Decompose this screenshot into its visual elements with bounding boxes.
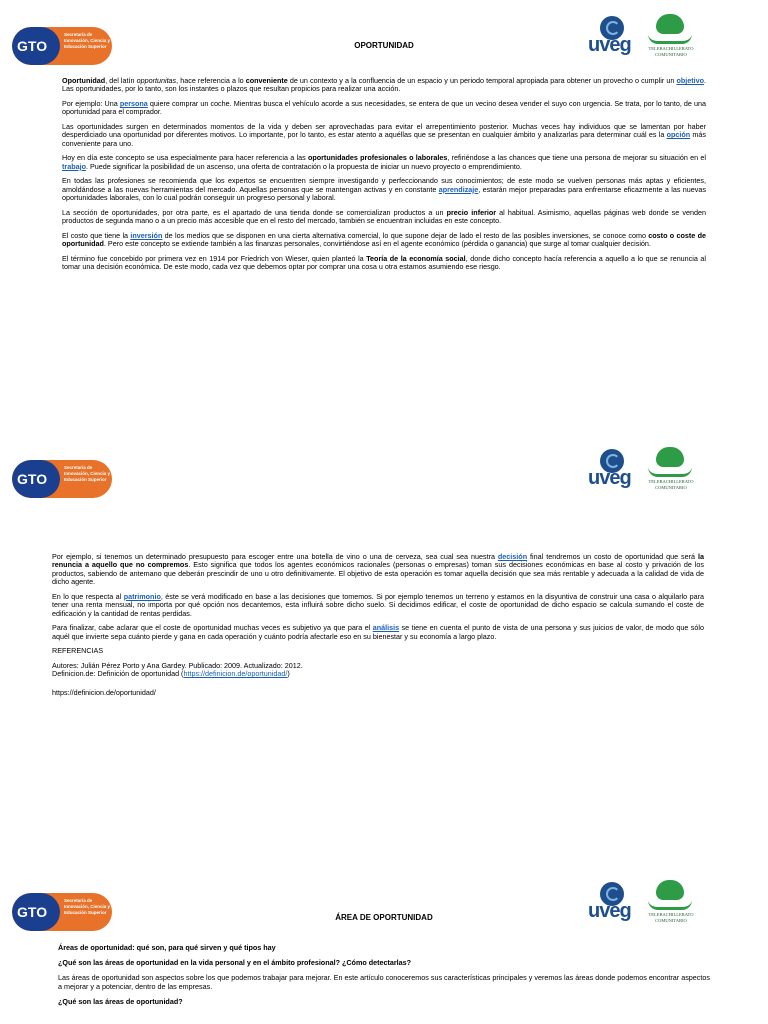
paragraph: Oportunidad, del latín opportunitas, hace referencia a lo conveniente de un contexto y a la confluencia de un espacio y un periodo temporal apropiada para obtener un provecho o cumplir un objetivo. Las oportunidades, por lo tanto, son los instantes o plazos que resultan propicios para realizar una acción. xyxy=(62,76,706,94)
link-persona[interactable]: persona xyxy=(119,99,148,108)
gto-logo: GTO Secretaría de Innovación, Ciencia y Educación Superior xyxy=(12,893,112,931)
gto-logo: GTO Secretaría de Innovación, Ciencia y Educación Superior xyxy=(12,460,112,498)
link-decision[interactable]: decisión xyxy=(497,552,528,561)
link-patrimonio[interactable]: patrimonio xyxy=(123,591,161,601)
paragraph: El término fue concebido por primera vez en 1914 por Friedrich von Wieser, quien planteó la Teoría de la economía social, donde dicho concepto hacía referencia a aquello a lo que se renuncia al tomar una decisión económica. De este modo, cada vez que debemos optar por comprar una cosa u otra estamos asumiendo ese riesgo. xyxy=(62,253,706,272)
section-heading: ¿Qué son las áreas de oportunidad en la vida personal y en el ámbito profesional? ¿Cómo detectarlas? xyxy=(58,958,412,968)
body-text xyxy=(52,553,704,703)
link-inversion[interactable]: inversión xyxy=(130,230,163,240)
telebachillerato-logo: TELEBACHILLERATO COMUNITARIO xyxy=(640,880,702,926)
paragraph: Para finalizar, cabe aclarar que el coste de oportunidad muchas veces es subjetivo ya que para el análisis se tiene en cuenta el punto de vista de una persona y sus juicios de valor, de modo que sólo aquél que invierte sepa cuánto pierde y gana en cada operación y cuánto podría afectarle eso en su bienestar y su economía a largo plazo. xyxy=(52,623,704,641)
references-heading: REFERENCIAS xyxy=(52,646,104,656)
link-aprendizaje[interactable]: aprendizaje xyxy=(438,184,479,194)
uveg-logo: uveg xyxy=(588,882,638,926)
reference-url: https://definicion.de/oportunidad/ xyxy=(52,687,156,697)
section-heading: ¿Qué son las áreas de oportunidad? xyxy=(58,997,183,1007)
page-title: ÁREA DE OPORTUNIDAD xyxy=(335,913,433,922)
uveg-logo: uveg xyxy=(588,16,638,60)
uveg-logo: uveg xyxy=(588,449,638,493)
body-text xyxy=(58,944,710,1013)
paragraph: En todas las profesiones se recomienda que los expertos se encuentren siempre investigando y perfeccionando sus conocimientos; de este modo se vuelven personas más aptas y eficientes, amoldándose a las nuevas herramientas del mercado. Aquellas personas que se mantengan activas y en constante aprendizaje, estarán mejor preparadas para enfrentarse eficazmente a las nuevas oportunidades laborales, con lo cual podrán conseguir un progreso personal y laboral. xyxy=(62,176,706,203)
paragraph: La sección de oportunidades, por otra parte, es el apartado de una tienda donde se comercializan productos a un precio inferior al habitual. Asimismo, aquellas páginas web donde se venden productos de segunda mano o a un precio más accesible que en el resto del mercado, también se encuentran incluidas en este concepto. xyxy=(62,207,706,226)
page-title: OPORTUNIDAD xyxy=(354,41,414,50)
paragraph: Las oportunidades surgen en determinados momentos de la vida y deben ser aprovechadas para evitar el arrepentimiento posterior. Muchas veces hay individuos que se lamentan por haber desperdiciado una oportunidad por diferentes motivos. Lo importante, por lo tanto, es estar atento a aquéllas que se presentan en cualquier ámbito y analizarlas para determinar cuál es la opción más conveniente para uno. xyxy=(62,122,706,148)
gto-logo: GTO Secretaría de Innovación, Ciencia y Educación Superior xyxy=(12,27,112,65)
paragraph: Por ejemplo, si tenemos un determinado presupuesto para escoger entre una botella de vino o una de cerveza, sea cual sea nuestra decisión final tendremos un costo de oportunidad que será la renuncia a aquello que no compremos. Esto significa que todos los agentes económicos racionales (personas o empresas) toman sus decisiones económicas en base al costo y privación de los productos, sabiendo de antemano que deberán prescindir de uno u otro definitivamente. El objetivo de esta operación es tomar aquella decisión que sea más rentable y adecuada a la calidad de vida de dicho agente. xyxy=(52,552,704,587)
link-objetivo[interactable]: objetivo xyxy=(676,76,704,85)
paragraph: Por ejemplo: Una persona quiere comprar un coche. Mientras busca el vehículo acorde a sus necesidades, se entera de que un vecino desea vender el suyo con urgencia. Se trata, por lo tanto, de una oportunidad para el comprador. xyxy=(62,99,706,117)
link-trabajo[interactable]: trabajo xyxy=(62,161,86,171)
link-analisis[interactable]: análisis xyxy=(372,623,400,633)
reference: Autores: Julián Pérez Porto y Ana Gardey. Publicado: 2009. Actualizado: 2012. Definicion.de: Definición de oportunidad (https://definicion.de/oportunidad/) xyxy=(52,660,303,679)
telebachillerato-logo: TELEBACHILLERATO COMUNITARIO xyxy=(640,447,702,493)
paragraph: En lo que respecta al patrimonio, éste se verá modificado en base a las decisiones que tomemos. Si por ejemplo tenemos un terreno y estamos en la disyuntiva de construir una casa o alquilarlo para tener una renta mensual, no importa por qué opción nos decantemos, esta influirá sobre dicho suelo. Si decidimos edificar, el coste de oportunidad de dicho espacio se calcula sumando el coste de edificación y la cantidad de rentas perdidas. xyxy=(52,591,704,618)
link-opcion[interactable]: opción xyxy=(666,130,691,140)
paragraph: El costo que tiene la inversión de los medios que se disponen en una cierta alternativa comercial, lo que supone dejar de lado el resto de las posibles inversiones, se conoce como costo o coste de oportunidad. Pero este concepto se extiende también a las finanzas personales, convirtiéndose así en el agente económico (pérdida o ganancia) que surge al tomar cualquier decisión. xyxy=(62,230,706,249)
section-heading: Áreas de oportunidad: qué son, para qué sirven y qué tipos hay xyxy=(58,943,276,952)
reference-link[interactable]: https://definicion.de/oportunidad/ xyxy=(183,669,288,679)
body-text xyxy=(62,77,706,278)
paragraph: Hoy en día este concepto se usa especialmente para hacer referencia a las oportunidades profesionales o laborales, refiriéndose a las chances que tiene una persona de mejorar su situación en el trabajo. Puede significar la posibilidad de un ascenso, una oferta de contratación o la propuesta de iniciar un nuevo proyecto o emprendimiento. xyxy=(62,153,706,171)
paragraph: Las áreas de oportunidad son aspectos sobre los que podemos trabajar para mejorar. En este artículo conoceremos sus características principales y veremos las áreas donde podemos encontrar aspectos a mejorar y a potenciar, dentro de las empresas. xyxy=(58,973,710,991)
telebachillerato-logo: TELEBACHILLERATO COMUNITARIO xyxy=(640,14,702,60)
